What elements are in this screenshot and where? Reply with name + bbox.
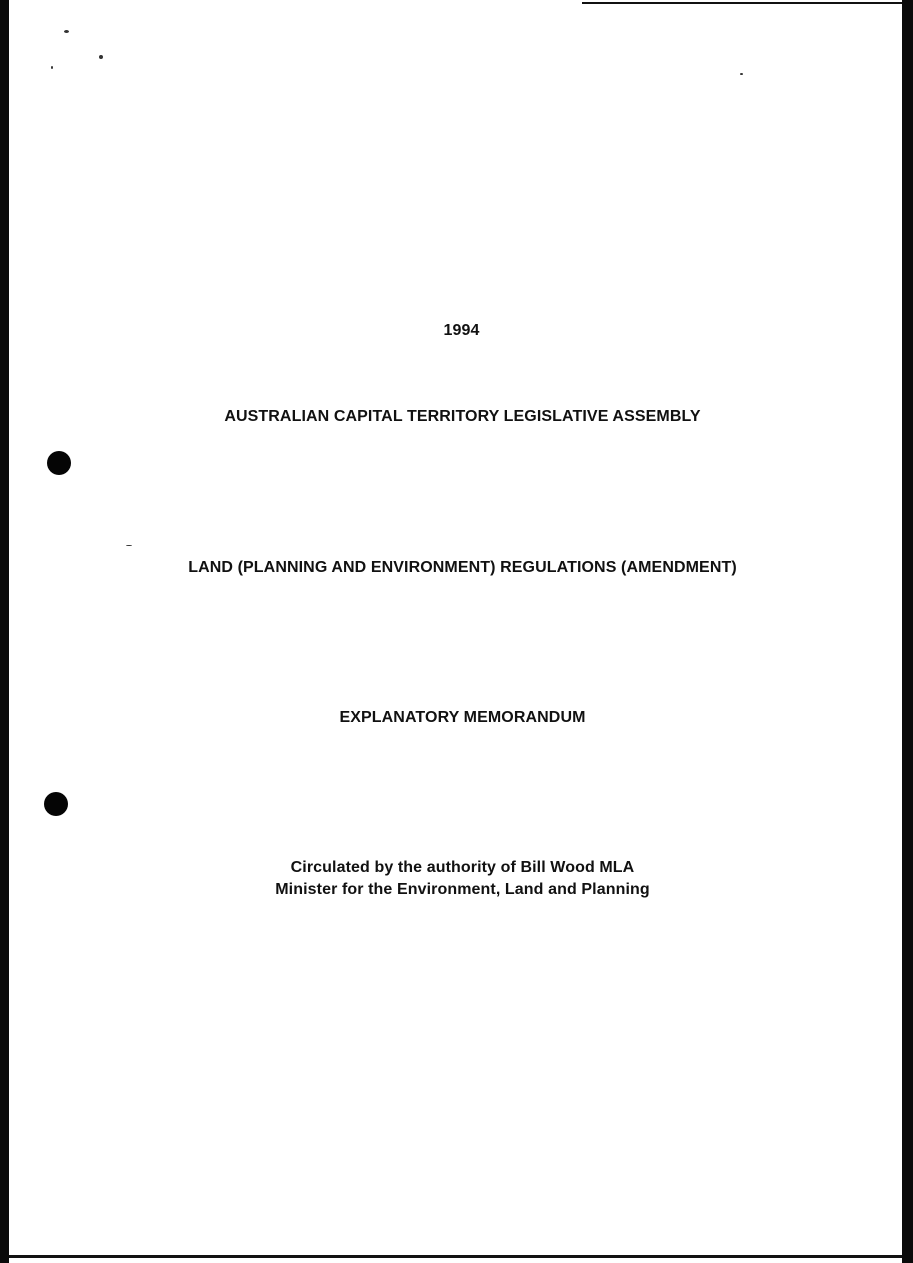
scan-speck bbox=[99, 55, 103, 59]
assembly-name: AUSTRALIAN CAPITAL TERRITORY LEGISLATIVE ASSEMBLY bbox=[224, 408, 701, 425]
minister-title: Minister for the Environment, Land and Planning bbox=[275, 881, 650, 898]
punch-hole-icon bbox=[44, 792, 68, 816]
document-type: EXPLANATORY MEMORANDUM bbox=[339, 709, 586, 726]
scan-edge-top bbox=[582, 2, 902, 4]
scan-speck bbox=[51, 66, 53, 69]
scan-speck bbox=[126, 545, 132, 546]
scan-speck bbox=[64, 30, 69, 33]
punch-hole-icon bbox=[47, 451, 71, 475]
scan-edge-right bbox=[902, 0, 913, 1263]
document-title: LAND (PLANNING AND ENVIRONMENT) REGULATIONS (AMENDMENT) bbox=[188, 559, 737, 576]
scan-edge-bottom bbox=[9, 1255, 902, 1258]
scan-edge-left bbox=[0, 0, 9, 1263]
circulated-by: Circulated by the authority of Bill Wood MLA bbox=[290, 859, 635, 876]
document-year: 1994 bbox=[443, 322, 480, 339]
scan-speck bbox=[740, 73, 743, 75]
